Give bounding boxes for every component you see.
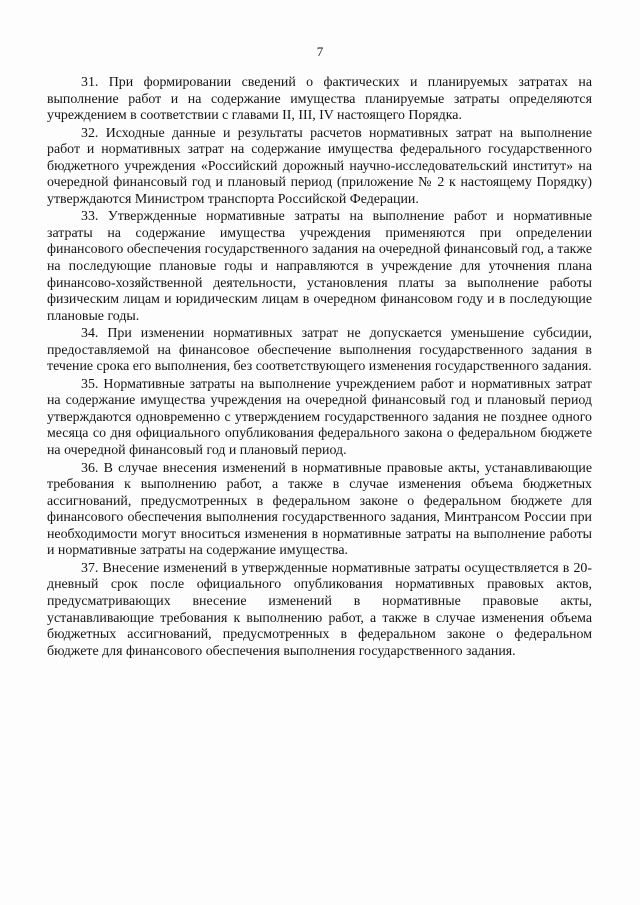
paragraph-33: 33. Утвержденные нормативные затраты на выполнение работ и нормативные затраты на содержание имущества учреждения применяются при определении финансового обеспечения государственного задания на очередной финансовый год, а также на последующие плановые годы и направляются в учреждение для уточнения плана финансово-хозяйственной деятельности, установления платы за выполнение работы физическим лицам и юридическим лицам в очередном финансовом году и в последующие плановые годы. (47, 209, 592, 324)
paragraph-35: 35. Нормативные затраты на выполнение учреждением работ и нормативных затрат на содержание имущества учреждения на очередной финансовый год и плановый период утверждаются одновременно с утверждением государственного задания не позднее одного месяца со дня официального опубликования федерального закона о федеральном бюджете на очередной финансовый год и плановый период. (47, 376, 592, 459)
paragraph-32: 32. Исходные данные и результаты расчетов нормативных затрат на выполнение работ и нормативных затрат на содержание имущества федерального государственного бюджетного учреждения «Российский дорожный научно-исследовательский институт» на очередной финансовый год и плановый период (приложение № 2 к настоящему Порядку) утверждаются Министром транспорта Российской Федерации. (47, 125, 592, 207)
paragraph-34: 34. При изменении нормативных затрат не допускается уменьшение субсидии, предоставляемой на финансовое обеспечение выполнения государственного задания в течение срока его выполнения, без соответствующего изменения государственного задания. (47, 326, 592, 375)
paragraph-37: 37. Внесение изменений в утвержденные нормативные затраты осуществляется в 20-дневный срок после официального опубликования нормативных правовых актов, предусматривающих внесение изменений в нормативные правовые акты, устанавливающие требования к выполнению работ, а также в случае изменения объема бюджетных ассигнований, предусмотренных в федеральном законе о федеральном бюджете для финансового обеспечения выполнения государственного задания. (47, 560, 592, 659)
paragraph-36: 36. В случае внесения изменений в нормативные правовые акты, устанавливающие требования к выполнению работ, а также в случае изменения объема бюджетных ассигнований, предусмотренных в федеральном законе о федеральном бюджете для финансового обеспечения выполнения государственного задания, Минтрансом России при необходимости могут вноситься изменения в нормативные затраты на выполнение работы и нормативные затраты на содержание имущества. (47, 460, 592, 559)
paragraph-31: 31. При формировании сведений о фактических и планируемых затратах на выполнение работ и на содержание имущества планируемые затраты определяются учреждением в соответствии с главами II, III, IV настоящего Порядка. (47, 75, 592, 124)
page-number: 7 (316, 44, 324, 59)
document-body (47, 75, 592, 660)
